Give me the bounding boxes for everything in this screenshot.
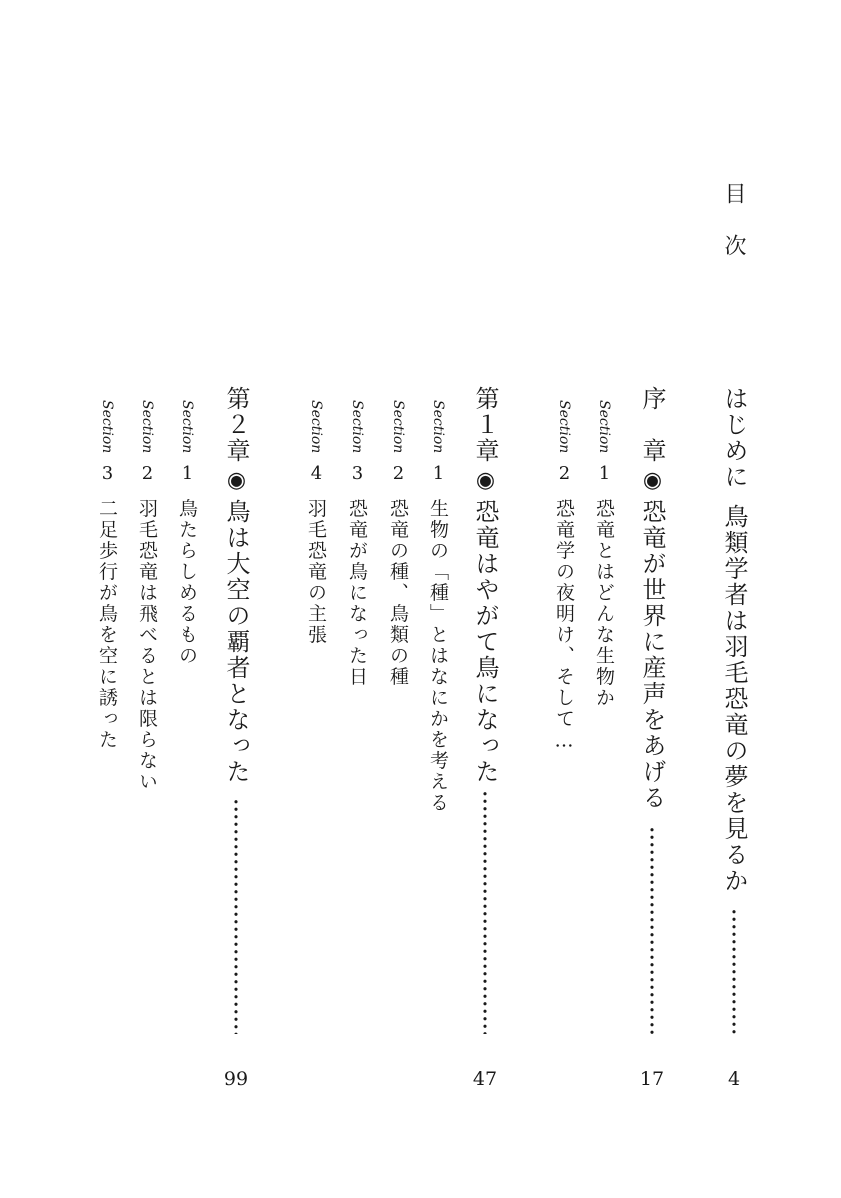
chapter2-section-2[interactable] [132, 400, 162, 1040]
section-number: 1 [594, 463, 615, 487]
chapter2-section-1[interactable] [172, 400, 202, 1040]
section-title: 羽毛恐竜の主張 [305, 498, 327, 646]
section-title: 二足歩行が鳥を空に誘った [96, 498, 118, 751]
chapter2-section-3[interactable] [92, 400, 122, 1040]
section-number: 4 [306, 463, 327, 487]
chapter2-leader [233, 798, 239, 1034]
prologue-section-2[interactable] [549, 400, 579, 1040]
section-title: 恐竜学の夜明け、そして… [553, 498, 575, 754]
intro-label: はじめに [720, 386, 748, 490]
prologue-marker: ◉ [640, 468, 665, 495]
section-number: 3 [97, 463, 118, 487]
chapter1-page-number[interactable]: 47 [472, 1068, 498, 1090]
prologue-title: 恐竜が世界に産声をあげる [638, 499, 666, 811]
section-title: 生物の「種」とはなにかを考える [427, 498, 449, 814]
section-label: Section [99, 400, 115, 454]
prologue-leader [649, 826, 655, 1034]
section-label: Section [139, 400, 155, 454]
section-number: 1 [177, 463, 198, 487]
section-title: 恐竜の種、鳥類の種 [387, 498, 409, 688]
chapter1-leader [482, 790, 488, 1034]
chapter2-page-number[interactable]: 99 [223, 1068, 249, 1090]
section-label: Section [179, 400, 195, 454]
chapter1-section-4[interactable] [301, 400, 331, 1040]
section-label: Section [430, 400, 446, 454]
section-title: 恐竜が鳥になった日 [346, 498, 368, 688]
chapter2-marker: ◉ [224, 468, 249, 495]
section-label: Section [390, 400, 406, 454]
section-title: 羽毛恐竜は飛べるとは限らない [136, 498, 158, 793]
chapter1-marker: ◉ [473, 468, 498, 495]
section-number: 2 [388, 463, 409, 487]
chapter1-label: 第１章 [471, 386, 499, 464]
chapter1-section-1[interactable] [423, 400, 453, 1040]
chapter2-label: 第２章 [222, 386, 250, 464]
chapter2-title: 鳥は大空の覇者となった [222, 499, 250, 785]
intro-page-number[interactable]: 4 [727, 1068, 741, 1090]
section-title: 鳥たらしめるもの [176, 498, 198, 667]
section-label: Section [596, 400, 612, 454]
prologue-page-number[interactable]: 17 [639, 1068, 665, 1090]
section-title: 恐竜とはどんな生物か [593, 498, 615, 709]
intro-title: 鳥類学者は羽毛恐竜の夢を見るか [720, 504, 748, 894]
chapter1-section-3[interactable] [342, 400, 372, 1040]
chapter1-title: 恐竜はやがて鳥になった [471, 499, 499, 785]
section-number: 1 [428, 463, 449, 487]
intro-leader [731, 908, 737, 1034]
section-label: Section [308, 400, 324, 454]
section-number: 2 [554, 463, 575, 487]
section-label: Section [556, 400, 572, 454]
prologue-section-1[interactable] [589, 400, 619, 1040]
prologue-label: 序 章 [638, 386, 666, 464]
section-number: 2 [137, 463, 158, 487]
section-label: Section [349, 400, 365, 454]
toc-title: 目次 [721, 182, 746, 286]
section-number: 3 [347, 463, 368, 487]
chapter1-section-2[interactable] [383, 400, 413, 1040]
